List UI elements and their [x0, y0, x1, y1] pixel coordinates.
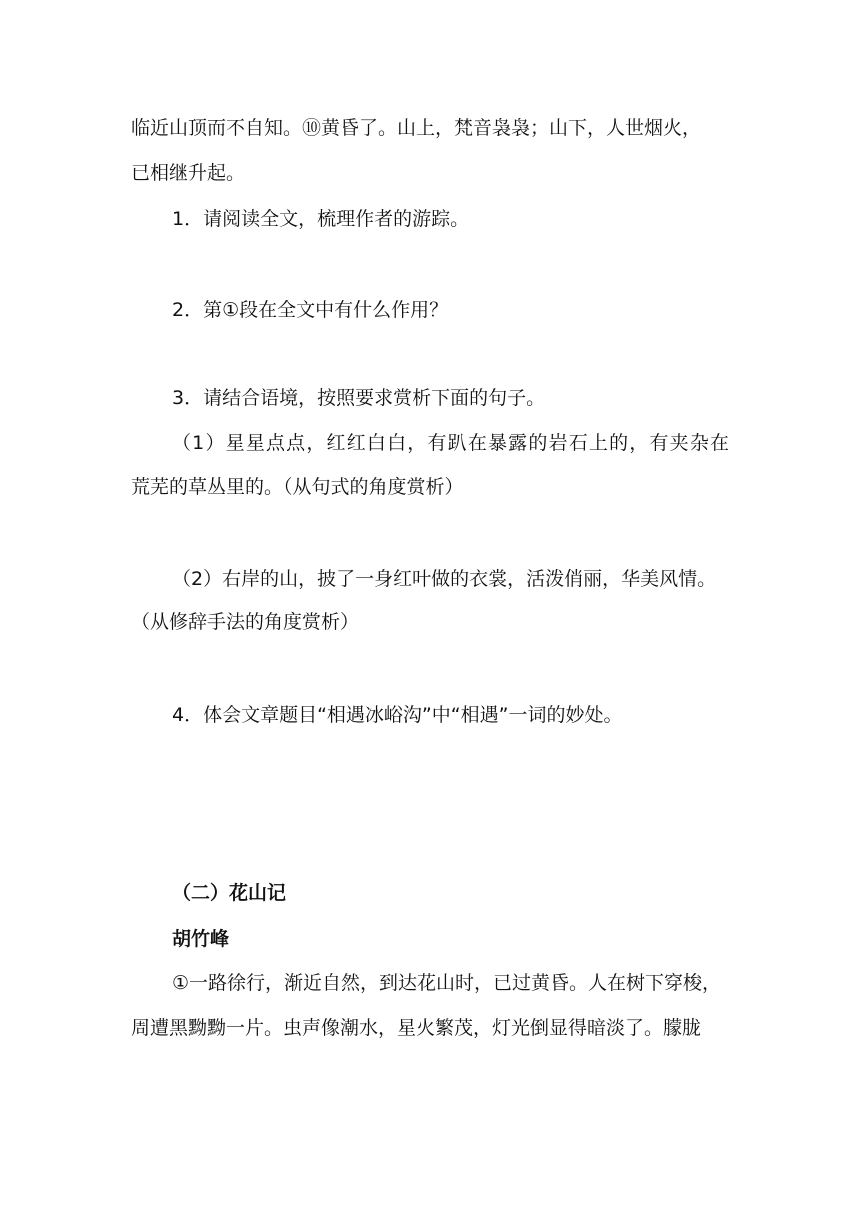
passage-line: 临近山顶而不自知。⑩黄昏了。山上，梵音袅袅；山下，人世烟火，: [131, 117, 702, 139]
sub-question-1-text: （1）星星点点，红红白白，有趴在暴露的岩石上的，有夹杂在: [172, 432, 729, 454]
section-title: （二）花山记: [172, 882, 287, 904]
sub-question-2-line: （2）右岸的山，披了一身红叶做的衣裳，活泼俏丽，华美风情。: [172, 568, 717, 590]
sub-question-2-line: （从修辞手法的角度赏析）: [131, 611, 360, 633]
question-2: 2．第①段在全文中有什么作用？: [172, 299, 449, 321]
passage-line: 已相继升起。: [131, 162, 246, 184]
question-4: 4．体会文章题目“相遇冰峪沟”中“相遇”一词的妙处。: [172, 704, 623, 726]
question-1: 1．请阅读全文，梳理作者的游踪。: [172, 208, 470, 230]
section-author: 胡竹峰: [172, 928, 230, 950]
paragraph-line: 周遭黑黝黝一片。虫声像潮水，星火繁茂，灯光倒显得暗淡了。朦胧: [131, 1017, 702, 1039]
paragraph-line: ①一路徐行，渐近自然，到达花山时，已过黄昏。人在树下穿梭，: [172, 972, 722, 994]
sub-question-1-line: [131, 430, 729, 456]
sub-question-1-line: 荒芜的草丛里的。（从句式的角度赏析）: [131, 476, 464, 498]
question-3: 3．请结合语境，按照要求赏析下面的句子。: [172, 387, 546, 409]
